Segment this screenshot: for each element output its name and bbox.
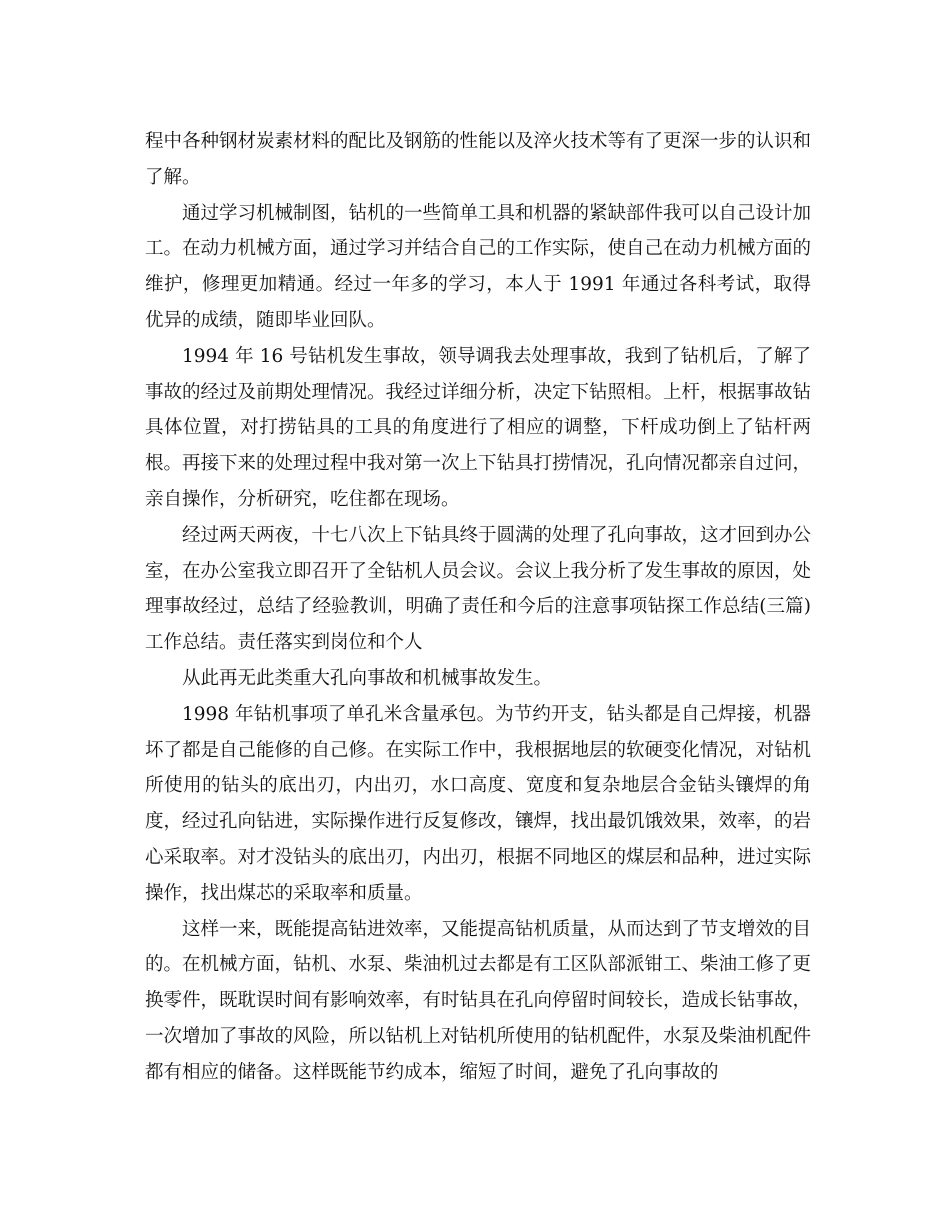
paragraph: 经过两天两夜，十七八次上下钻具终于圆满的处理了孔向事故，这才回到办公室，在办公室我立即召开了全钻机人员会议。会议上我分析了发生事故的原因，处理事故经过，总结了经验教训，明确了责任和今后的注意事项钻探工作总结(三篇)工作总结。责任落实到岗位和个人 [145, 524, 812, 654]
paragraph: 这样一来，既能提高钻进效率，又能提高钻机质量，从而达到了节支增效的目的。在机械方面，钻机、水泵、柴油机过去都是有工区队部派钳工、柴油工修了更换零件，既耽误时间有影响效率，有时钻具在孔向停留时间较长，造成长钻事故，一次增加了事故的风险，所以钻机上对钻机所使用的钻机配件，水泵及柴油机配件都有相应的储备。这样既能节约成本，缩短了时间，避免了孔向事故的 [145, 918, 812, 1083]
paragraph: 1998 年钻机事项了单孔米含量承包。为节约开支，钻头都是自己焊接，机器坏了都是自己能修的自己修。在实际工作中，我根据地层的软硬变化情况，对钻机所使用的钻头的底出刃，内出刃，水口高度、宽度和复杂地层合金钻头镶焊的角度，经过孔向钻进，实际操作进行反复修改，镶焊，找出最饥饿效果，效率，的岩心采取率。对才没钻头的底出刃，内出刃，根据不同地区的煤层和品种，进过实际操作，找出煤芯的采取率和质量。 [145, 703, 812, 904]
paragraph: 从此再无此类重大孔向事故和机械事故发生。 [182, 667, 553, 689]
paragraph: 1994 年 16 号钻机发生事故，领导调我去处理事故，我到了钻机后，了解了事故的经过及前期处理情况。我经过详细分析，决定下钻照相。上杆，根据事故钻具体位置，对打捞钻具的工具的角度进行了相应的调整，下杆成功倒上了钻杆两根。再接下来的处理过程中我对第一次上下钻具打捞情况，孔向情况都亲自过问，亲自操作，分析研究，吃住都在现场。 [145, 345, 812, 510]
paragraph: 通过学习机械制图，钻机的一些简单工具和机器的紧缺部件我可以自己设计加工。在动力机械方面，通过学习并结合自己的工作实际，使自己在动力机械方面的维护，修理更加精通。经过一年多的学习，本人于 1991 年通过各科考试，取得优异的成绩，随即毕业回队。 [145, 202, 812, 331]
paragraph: 程中各种钢材炭素材料的配比及钢筋的性能以及淬火技术等有了更深一步的认识和了解。 [145, 131, 812, 188]
document-body [145, 124, 811, 1091]
